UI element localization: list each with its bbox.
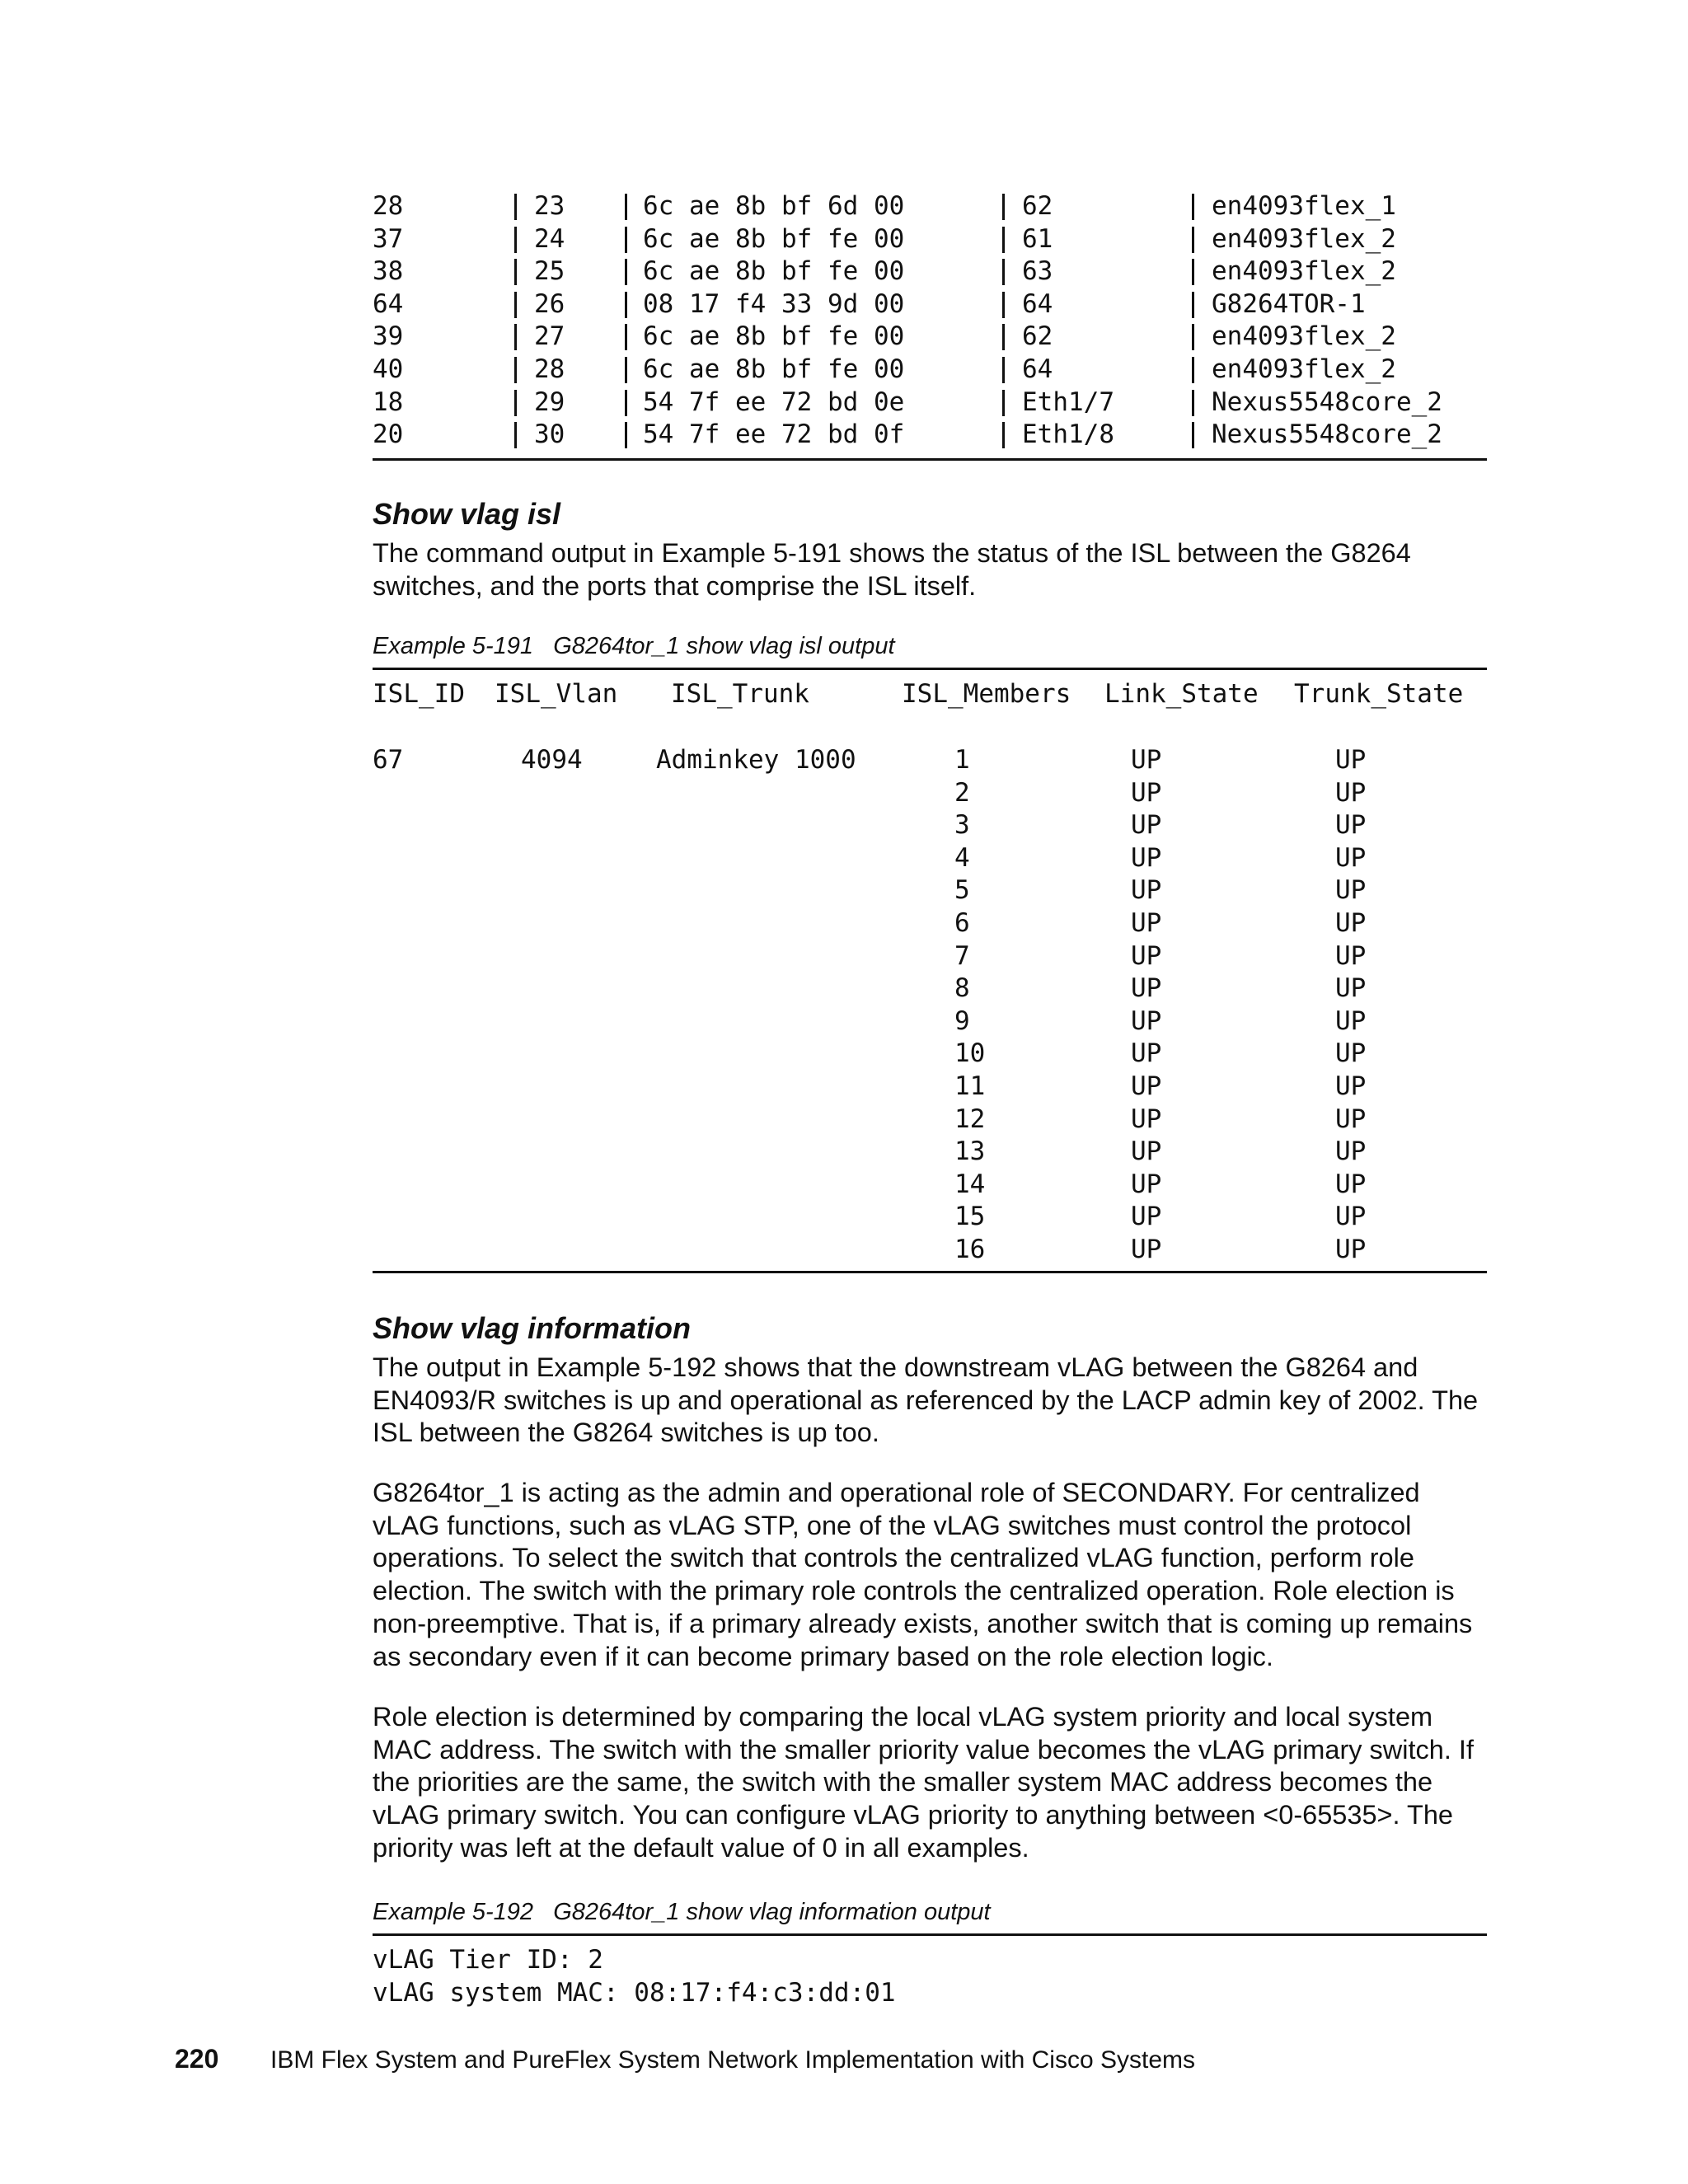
isl-member-id: 9 bbox=[954, 1005, 970, 1036]
isl-member-row bbox=[373, 743, 1487, 776]
mac-port: Eth1/7 bbox=[1022, 387, 1114, 417]
isl-member-id: 6 bbox=[954, 908, 970, 938]
mac-col-a: 40 bbox=[373, 354, 404, 384]
isl-member-link-state: UP bbox=[1131, 745, 1162, 775]
mac-col-b: 29 bbox=[534, 387, 565, 417]
isl-member-link-state: UP bbox=[1131, 810, 1162, 841]
isl-member-link-state: UP bbox=[1131, 842, 1162, 873]
isl-member-row bbox=[373, 1005, 1487, 1038]
header-trunk-state: Trunk_State bbox=[1294, 679, 1464, 709]
mac-address: 08 17 f4 33 9d 00 bbox=[643, 288, 905, 319]
example-192-caption-label: Example 5-192 bbox=[373, 1899, 534, 1925]
example-191-header-row bbox=[373, 677, 1487, 710]
example-192-caption-title: G8264tor_1 show vlag information output bbox=[553, 1899, 991, 1925]
isl-member-row bbox=[373, 1168, 1487, 1201]
example-192-output bbox=[373, 1933, 1487, 2008]
mac-address: 54 7f ee 72 bd 0e bbox=[643, 387, 905, 417]
column-separator bbox=[1192, 357, 1194, 383]
isl-trunk-value: Adminkey 1000 bbox=[656, 745, 856, 775]
column-separator bbox=[1002, 357, 1005, 383]
isl-member-trunk-state: UP bbox=[1335, 745, 1367, 775]
isl-member-link-state: UP bbox=[1131, 1202, 1162, 1232]
mac-switch-name: en4093flex_2 bbox=[1212, 354, 1396, 384]
column-separator bbox=[625, 357, 627, 383]
column-separator bbox=[1192, 390, 1194, 416]
column-separator bbox=[625, 324, 627, 350]
column-separator bbox=[625, 390, 627, 416]
column-separator bbox=[625, 259, 627, 285]
isl-member-link-state: UP bbox=[1131, 1104, 1162, 1134]
isl-member-row bbox=[373, 907, 1487, 940]
isl-member-trunk-state: UP bbox=[1335, 1137, 1367, 1167]
mac-col-a: 18 bbox=[373, 387, 404, 417]
info-paragraph-1: The output in Example 5-192 shows that the downstream vLAG between the G8264 and EN4093/R switches is up and operational as referenced by the LACP admin key of 2002. The ISL between the G8264 switches is up too. bbox=[373, 1352, 1479, 1448]
info-paragraph-3: Role election is determined by comparing the local vLAG system priority and local system MAC address. The switch with the smaller priority value becomes the vLAG primary switch. If the priorities are the same, the switch with the smaller system MAC address becomes the vLAG primary switch. You can configure vLAG priority to anything between <0-65535>. The priority was left at the default value of 0 in all examples. bbox=[373, 1702, 1474, 1863]
mac-switch-name: en4093flex_2 bbox=[1212, 321, 1396, 352]
mac-col-b: 23 bbox=[534, 191, 565, 221]
column-separator bbox=[514, 194, 517, 220]
column-separator bbox=[1002, 422, 1005, 448]
example-192-line-1: vLAG Tier ID: 2 bbox=[373, 1945, 603, 1975]
mac-table bbox=[373, 190, 1487, 462]
isl-member-row bbox=[373, 874, 1487, 907]
mac-port: 63 bbox=[1022, 256, 1053, 287]
column-separator bbox=[625, 422, 627, 448]
isl-id-value: 67 bbox=[373, 745, 404, 775]
isl-member-row bbox=[373, 841, 1487, 874]
mac-table-row bbox=[373, 353, 1487, 386]
isl-member-id: 5 bbox=[954, 875, 970, 906]
mac-switch-name: Nexus5548core_2 bbox=[1212, 419, 1442, 450]
mac-table-row bbox=[373, 288, 1487, 321]
mac-port: 62 bbox=[1022, 321, 1053, 352]
mac-col-a: 20 bbox=[373, 419, 404, 450]
mac-col-b: 26 bbox=[534, 288, 565, 319]
example-191-bottom-rule bbox=[373, 1271, 1487, 1273]
mac-table-bottom-rule bbox=[373, 458, 1487, 461]
isl-member-link-state: UP bbox=[1131, 908, 1162, 938]
isl-member-link-state: UP bbox=[1131, 777, 1162, 808]
isl-member-link-state: UP bbox=[1131, 1169, 1162, 1199]
isl-member-id: 4 bbox=[954, 842, 970, 873]
column-separator bbox=[514, 390, 517, 416]
isl-member-row bbox=[373, 1135, 1487, 1168]
section-heading-vlag-information: Show vlag information bbox=[373, 1311, 692, 1345]
mac-col-b: 30 bbox=[534, 419, 565, 450]
section-paragraph-vlag-isl: The command output in Example 5-191 shows the status of the ISL between the G8264 switches, and the ports that comprise the ISL itself. bbox=[373, 538, 1411, 601]
mac-port: 64 bbox=[1022, 354, 1053, 384]
mac-port: 61 bbox=[1022, 223, 1053, 254]
isl-member-id: 7 bbox=[954, 940, 970, 971]
example-191-caption-label: Example 5-191 bbox=[373, 633, 534, 659]
mac-col-a: 28 bbox=[373, 191, 404, 221]
column-separator bbox=[625, 292, 627, 318]
column-separator bbox=[514, 422, 517, 448]
example-191-top-rule bbox=[373, 668, 1487, 670]
isl-member-id: 16 bbox=[954, 1235, 986, 1264]
isl-member-id: 10 bbox=[954, 1038, 986, 1069]
mac-col-a: 38 bbox=[373, 256, 404, 287]
info-paragraph-2: G8264tor_1 is acting as the admin and operational role of SECONDARY. For centralized vLAG functions, such as vLAG STP, one of the vLAG switches must control the protocol operations. To select the switch that controls the centralized vLAG function, perform role election. The switch with the primary role controls the centralized operation. Role election is non-preemptive. That is, if a primary already exists, another switch that is coming up remains as secondary even if it can become primary based on the role election logic. bbox=[373, 1478, 1473, 1671]
header-isl-vlan: ISL_Vlan bbox=[495, 679, 618, 709]
isl-member-id: 8 bbox=[954, 973, 970, 1004]
mac-col-b: 27 bbox=[534, 321, 565, 352]
mac-col-b: 28 bbox=[534, 354, 565, 384]
header-isl-members: ISL_Members bbox=[902, 679, 1071, 709]
column-separator bbox=[625, 227, 627, 253]
column-separator bbox=[514, 259, 517, 285]
isl-member-trunk-state: UP bbox=[1335, 1104, 1367, 1134]
mac-col-a: 37 bbox=[373, 223, 404, 254]
mac-switch-name: G8264TOR-1 bbox=[1212, 288, 1366, 319]
page-number: 220 bbox=[175, 2044, 219, 2074]
isl-member-id: 2 bbox=[954, 777, 970, 808]
column-separator bbox=[1192, 194, 1194, 220]
isl-member-row bbox=[373, 776, 1487, 809]
isl-member-row bbox=[373, 1070, 1487, 1103]
mac-table-row bbox=[373, 190, 1487, 223]
isl-member-trunk-state: UP bbox=[1335, 1038, 1367, 1069]
mac-switch-name: en4093flex_2 bbox=[1212, 256, 1396, 287]
isl-member-trunk-state: UP bbox=[1335, 973, 1367, 1004]
column-separator bbox=[1192, 259, 1194, 285]
isl-member-trunk-state: UP bbox=[1335, 1235, 1367, 1264]
isl-member-id: 3 bbox=[954, 810, 970, 841]
mac-switch-name: Nexus5548core_2 bbox=[1212, 387, 1442, 417]
isl-member-id: 1 bbox=[954, 745, 970, 775]
mac-col-b: 25 bbox=[534, 256, 565, 287]
column-separator bbox=[1002, 390, 1005, 416]
isl-member-id: 13 bbox=[954, 1137, 986, 1167]
example-191-caption bbox=[373, 631, 895, 661]
column-separator bbox=[514, 324, 517, 350]
isl-member-trunk-state: UP bbox=[1335, 908, 1367, 938]
isl-member-trunk-state: UP bbox=[1335, 842, 1367, 873]
isl-member-id: 15 bbox=[954, 1202, 986, 1232]
mac-address: 6c ae 8b bf fe 00 bbox=[643, 256, 905, 287]
isl-member-trunk-state: UP bbox=[1335, 940, 1367, 971]
column-separator bbox=[1002, 324, 1005, 350]
column-separator bbox=[514, 357, 517, 383]
isl-member-link-state: UP bbox=[1131, 940, 1162, 971]
mac-table-row bbox=[373, 418, 1487, 451]
isl-member-trunk-state: UP bbox=[1335, 810, 1367, 841]
isl-member-link-state: UP bbox=[1131, 1137, 1162, 1167]
column-separator bbox=[514, 227, 517, 253]
mac-address: 6c ae 8b bf fe 00 bbox=[643, 223, 905, 254]
mac-address: 54 7f ee 72 bd 0f bbox=[643, 419, 905, 450]
isl-member-row bbox=[373, 1103, 1487, 1136]
example-192-line-2: vLAG system MAC: 08:17:f4:c3:dd:01 bbox=[373, 1978, 896, 2008]
header-isl-id: ISL_ID bbox=[373, 679, 465, 709]
isl-member-row bbox=[373, 940, 1487, 972]
column-separator bbox=[1002, 292, 1005, 318]
isl-member-row bbox=[373, 1200, 1487, 1233]
isl-member-trunk-state: UP bbox=[1335, 777, 1367, 808]
mac-table-row bbox=[373, 255, 1487, 288]
mac-table-row bbox=[373, 223, 1487, 255]
footer-book-title: IBM Flex System and PureFlex System Network Implementation with Cisco Systems bbox=[270, 2046, 1196, 2074]
isl-member-link-state: UP bbox=[1131, 973, 1162, 1004]
isl-member-id: 11 bbox=[954, 1071, 986, 1101]
mac-switch-name: en4093flex_1 bbox=[1212, 191, 1396, 221]
mac-address: 6c ae 8b bf fe 00 bbox=[643, 321, 905, 352]
section-heading-vlag-isl: Show vlag isl bbox=[373, 497, 561, 531]
isl-member-link-state: UP bbox=[1131, 875, 1162, 906]
example-192-top-rule bbox=[373, 1933, 1487, 1936]
mac-address: 6c ae 8b bf 6d 00 bbox=[643, 191, 905, 221]
column-separator bbox=[1192, 227, 1194, 253]
isl-member-id: 14 bbox=[954, 1169, 986, 1199]
isl-member-trunk-state: UP bbox=[1335, 875, 1367, 906]
isl-member-link-state: UP bbox=[1131, 1038, 1162, 1069]
isl-member-row bbox=[373, 1037, 1487, 1070]
column-separator bbox=[1192, 324, 1194, 350]
mac-address: 6c ae 8b bf fe 00 bbox=[643, 354, 905, 384]
isl-member-row bbox=[373, 972, 1487, 1005]
mac-table-row bbox=[373, 320, 1487, 353]
column-separator bbox=[625, 194, 627, 220]
mac-port: 62 bbox=[1022, 191, 1053, 221]
example-191-output bbox=[373, 668, 1487, 1286]
column-separator bbox=[1192, 292, 1194, 318]
column-separator bbox=[1002, 227, 1005, 253]
column-separator bbox=[1002, 194, 1005, 220]
isl-member-row bbox=[373, 1233, 1487, 1266]
mac-col-a: 64 bbox=[373, 288, 404, 319]
header-link-state: Link_State bbox=[1104, 679, 1259, 709]
mac-switch-name: en4093flex_2 bbox=[1212, 223, 1396, 254]
column-separator bbox=[514, 292, 517, 318]
mac-col-a: 39 bbox=[373, 321, 404, 352]
isl-member-trunk-state: UP bbox=[1335, 1169, 1367, 1199]
mac-port: Eth1/8 bbox=[1022, 419, 1114, 450]
example-191-caption-title: G8264tor_1 show vlag isl output bbox=[553, 633, 895, 659]
column-separator bbox=[1002, 259, 1005, 285]
mac-port: 64 bbox=[1022, 288, 1053, 319]
example-192-caption bbox=[373, 1897, 991, 1927]
isl-member-link-state: UP bbox=[1131, 1235, 1162, 1264]
mac-table-row bbox=[373, 386, 1487, 419]
header-isl-trunk: ISL_Trunk bbox=[671, 679, 809, 709]
isl-member-trunk-state: UP bbox=[1335, 1005, 1367, 1036]
mac-col-b: 24 bbox=[534, 223, 565, 254]
isl-member-link-state: UP bbox=[1131, 1005, 1162, 1036]
isl-vlan-value: 4094 bbox=[521, 745, 583, 775]
column-separator bbox=[1192, 422, 1194, 448]
isl-member-row bbox=[373, 808, 1487, 841]
isl-member-id: 12 bbox=[954, 1104, 986, 1134]
isl-member-trunk-state: UP bbox=[1335, 1071, 1367, 1101]
isl-member-link-state: UP bbox=[1131, 1071, 1162, 1101]
isl-member-trunk-state: UP bbox=[1335, 1202, 1367, 1232]
